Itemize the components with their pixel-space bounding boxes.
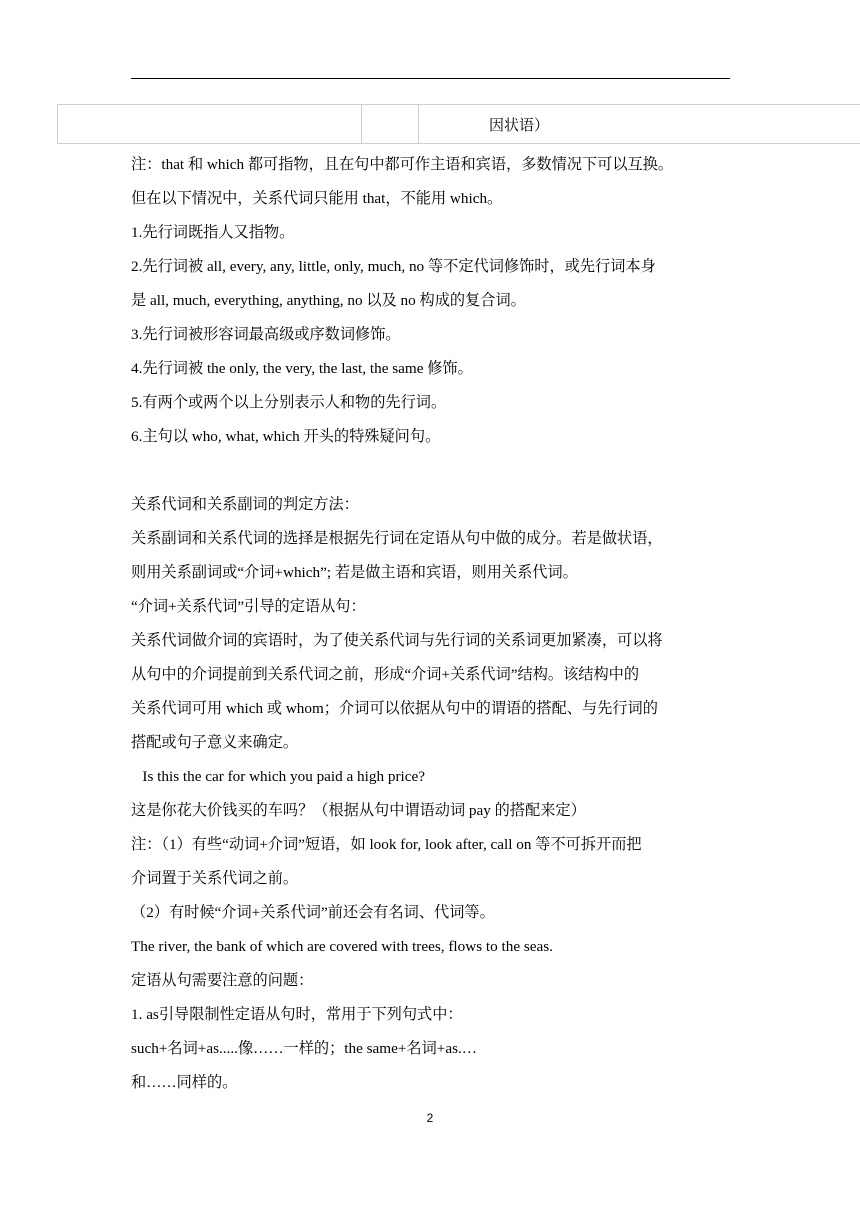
section-heading: “介词+关系代词”引导的定语从句： [131, 598, 366, 615]
paragraph-line: 关系副词和关系代词的选择是根据先行词在定语从句中做的成分。若是做状语， [131, 530, 663, 547]
header-rule [131, 78, 730, 79]
paragraph-line: 3.先行词被形容词最高级或序数词修饰。 [131, 326, 401, 343]
paragraph-line: 关系代词做介词的宾语时，为了使关系代词与先行词的关系词更加紧凑，可以将 [131, 632, 663, 649]
paragraph-line: 从句中的介词提前到关系代词之前，形成“介词+关系代词”结构。该结构中的 [131, 666, 640, 683]
paragraph-line: 和……同样的。 [131, 1074, 238, 1091]
paragraph-line: 6.主句以 who, what, which 开头的特殊疑问句。 [131, 428, 441, 445]
paragraph-line: 注：that 和 which 都可指物，且在句中都可作主语和宾语，多数情况下可以互换。 [131, 156, 674, 173]
example-sentence: Is this the car for which you paid a high price? [131, 768, 425, 785]
paragraph-line: such+名词+as.....像……一样的；the same+名词+as.… [131, 1040, 477, 1057]
table-cell [362, 105, 419, 144]
paragraph-line: 则用关系副词或“介词+which”; 若是做主语和宾语，则用关系代词。 [131, 564, 578, 581]
paragraph-line: 但在以下情况中，关系代词只能用 that，不能用 which。 [131, 190, 503, 207]
paragraph-line: 1.先行词既指人又指物。 [131, 224, 295, 241]
paragraph-line: 注：（1）有些“动词+介词”短语，如 look for, look after, call on 等不可拆开而把 [131, 836, 642, 853]
continuation-table [57, 104, 860, 144]
table-cell [58, 105, 362, 144]
example-sentence: The river, the bank of which are covered with trees, flows to the seas. [131, 938, 553, 955]
paragraph-line: 5.有两个或两个以上分别表示人和物的先行词。 [131, 394, 447, 411]
paragraph-line: 1. as引导限制性定语从句时，常用于下列句式中： [131, 1006, 463, 1023]
paragraph-line: 4.先行词被 the only, the very, the last, the same 修饰。 [131, 360, 473, 377]
paragraph-line: 关系代词可用 which 或 whom；介词可以依据从句中的谓语的搭配、与先行词的 [131, 700, 658, 717]
paragraph-line: 搭配或句子意义来确定。 [131, 734, 299, 751]
example-translation: 这是你花大价钱买的车吗？（根据从句中谓语动词 pay 的搭配来定） [131, 802, 586, 819]
page-number: 2 [426, 1111, 434, 1125]
paragraph-line: （2）有时候“介词+关系代词”前还会有名词、代词等。 [131, 904, 495, 921]
section-heading: 关系代词和关系副词的判定方法： [131, 496, 359, 513]
paragraph-line: 2.先行词被 all, every, any, little, only, much, no 等不定代词修饰时，或先行词本身 [131, 258, 656, 275]
table-cell: 因状语） [419, 105, 860, 144]
paragraph-line: 介词置于关系代词之前。 [131, 870, 299, 887]
document-body [131, 148, 741, 1100]
blank-line [131, 454, 741, 488]
paragraph-line: 是 all, much, everything, anything, no 以及 no 构成的复合词。 [131, 292, 526, 309]
table-row [58, 105, 860, 144]
section-heading: 定语从句需要注意的问题： [131, 972, 314, 989]
